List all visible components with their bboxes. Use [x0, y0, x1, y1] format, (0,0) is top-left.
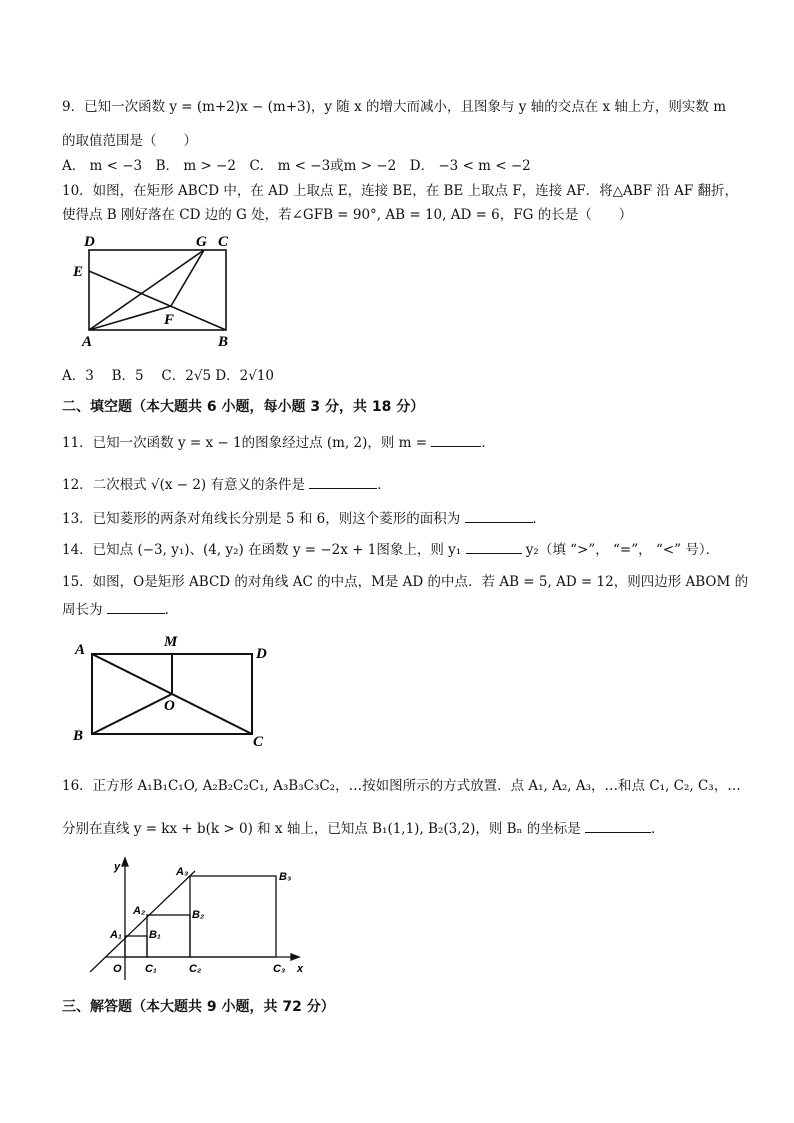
- q16-label-B2: B₂: [192, 909, 205, 921]
- q15-label-O: O: [164, 698, 175, 714]
- q9-stem-line2: 的取值范围是（ ）: [62, 133, 197, 149]
- q16-stem-line1: 16．正方形 A₁B₁C₁O, A₂B₂C₂C₁, A₃B₃C₃C₂，…按如图所示的方式放置．点 A₁, A₂, A₃，…和点 C₁, C₂, C₃，…: [62, 778, 741, 794]
- q16-label-x: x: [297, 963, 304, 975]
- q10-label-C: C: [218, 234, 229, 250]
- q16-label-B1: B₁: [149, 929, 161, 941]
- q14-answer-blank[interactable]: [466, 539, 522, 554]
- q10-line-FG: [171, 250, 204, 306]
- q10-line-AF: [89, 306, 171, 330]
- q13-answer-blank[interactable]: [465, 508, 533, 523]
- q16-label-A1: A₁: [110, 929, 122, 941]
- q11-text: 11．已知一次函数 y = x − 1的图象经过点 (m, 2)，则 m =: [62, 435, 428, 451]
- q15-end: ．: [164, 602, 179, 618]
- q13-end: ．: [532, 511, 547, 527]
- q16-label-A3: A₃: [176, 866, 189, 878]
- q16-square-1: [125, 936, 147, 957]
- q10-label-A: A: [82, 334, 93, 350]
- q16-answer-blank[interactable]: [585, 818, 651, 833]
- q16-label-A2: A₂: [133, 905, 146, 917]
- q10-stem-line2: 使得点 B 刚好落在 CD 边的 G 处，若∠GFB = 90°, AB = 10, AD = 6，FG 的长是（ ）: [62, 207, 633, 223]
- q11: [62, 432, 495, 452]
- q14-end: y₂（填 “>”， “=”， “<” 号）．: [525, 542, 720, 558]
- q16-label-C1: C₁: [145, 963, 157, 975]
- q10-label-F: F: [164, 312, 175, 328]
- q15-label-B: B: [73, 728, 84, 744]
- q10-label-B: B: [218, 334, 229, 350]
- q9-options: A． m < −3 B． m > −2 C． m < −3或m > −2 D． −3 < m < −2: [62, 158, 531, 174]
- q16-label-C2: C₂: [189, 963, 202, 975]
- q16-y-arrow-icon: [122, 858, 128, 866]
- q15-line-BO: [92, 694, 172, 734]
- q12: [62, 474, 391, 494]
- q10-stem-line1: 10．如图，在矩形 ABCD 中，在 AD 上取点 E，连接 BE，在 BE 上取点 F，连接 AF．将△ABF 沿 AF 翻折，: [62, 183, 739, 199]
- q13: [62, 508, 546, 528]
- q16-label-B3: B₃: [279, 871, 292, 883]
- q10-rectangle: [89, 250, 226, 330]
- q11-end: ．: [481, 435, 495, 451]
- q16-end: ．: [651, 821, 665, 837]
- q10-label-D: D: [84, 234, 95, 250]
- q12-answer-blank[interactable]: [309, 474, 377, 489]
- q16-x-arrow-icon: [291, 954, 299, 960]
- q13-text: 13．已知菱形的两条对角线长分别是 5 和 6，则这个菱形的面积为: [62, 511, 461, 527]
- q15-text: 周长为: [62, 602, 103, 618]
- q16-label-C3: C₃: [273, 963, 286, 975]
- section3-title: 三、解答题（本大题共 9 小题，共 72 分）: [62, 999, 335, 1015]
- q9-stem-line1: 9．已知一次函数 y = (m+2)x − (m+3)，y 随 x 的增大而减小，且图象与 y 轴的交点在 x 轴上方，则实数 m: [62, 99, 726, 115]
- q10-label-E: E: [73, 264, 84, 280]
- q10-line-BE: [89, 271, 226, 330]
- q16-label-y: y: [114, 861, 121, 873]
- q12-end: ．: [377, 477, 391, 493]
- q14-text: 14．已知点 (−3, y₁)、(4, y₂) 在函数 y = −2x + 1图象上，则 y₁: [62, 542, 462, 558]
- q10-line-AG: [89, 250, 204, 330]
- q15-label-A: A: [75, 642, 86, 658]
- q16-stem-line2: [62, 818, 665, 838]
- q10-options: A．3 B．5 C．2√5 D．2√10: [62, 368, 275, 384]
- q14: [62, 539, 719, 559]
- q15-label-C: C: [253, 734, 264, 750]
- q16-figure: [85, 858, 325, 983]
- q16-text: 分别在直线 y = kx + b(k > 0) 和 x 轴上，已知点 B₁(1,1), B₂(3,2)，则 Bₙ 的坐标是: [62, 821, 581, 837]
- q15-label-D: D: [256, 646, 267, 662]
- q15-stem-line1: 15．如图，O是矩形 ABCD 的对角线 AC 的中点，M是 AD 的中点．若 AB = 5, AD = 12，则四边形 ABOM 的: [62, 574, 749, 590]
- q16-label-O: O: [113, 963, 122, 975]
- q10-label-G: G: [196, 234, 207, 250]
- q15-answer-blank[interactable]: [107, 599, 165, 614]
- q12-text: 12．二次根式 √(x − 2) 有意义的条件是: [62, 477, 305, 493]
- section2-title: 二、填空题（本大题共 6 小题，每小题 3 分，共 18 分）: [62, 399, 425, 415]
- q15-stem-line2: [62, 599, 178, 619]
- q11-answer-blank[interactable]: [431, 432, 481, 447]
- q10-figure: [70, 232, 245, 350]
- q15-figure: [70, 632, 270, 750]
- q15-label-M: M: [164, 634, 178, 650]
